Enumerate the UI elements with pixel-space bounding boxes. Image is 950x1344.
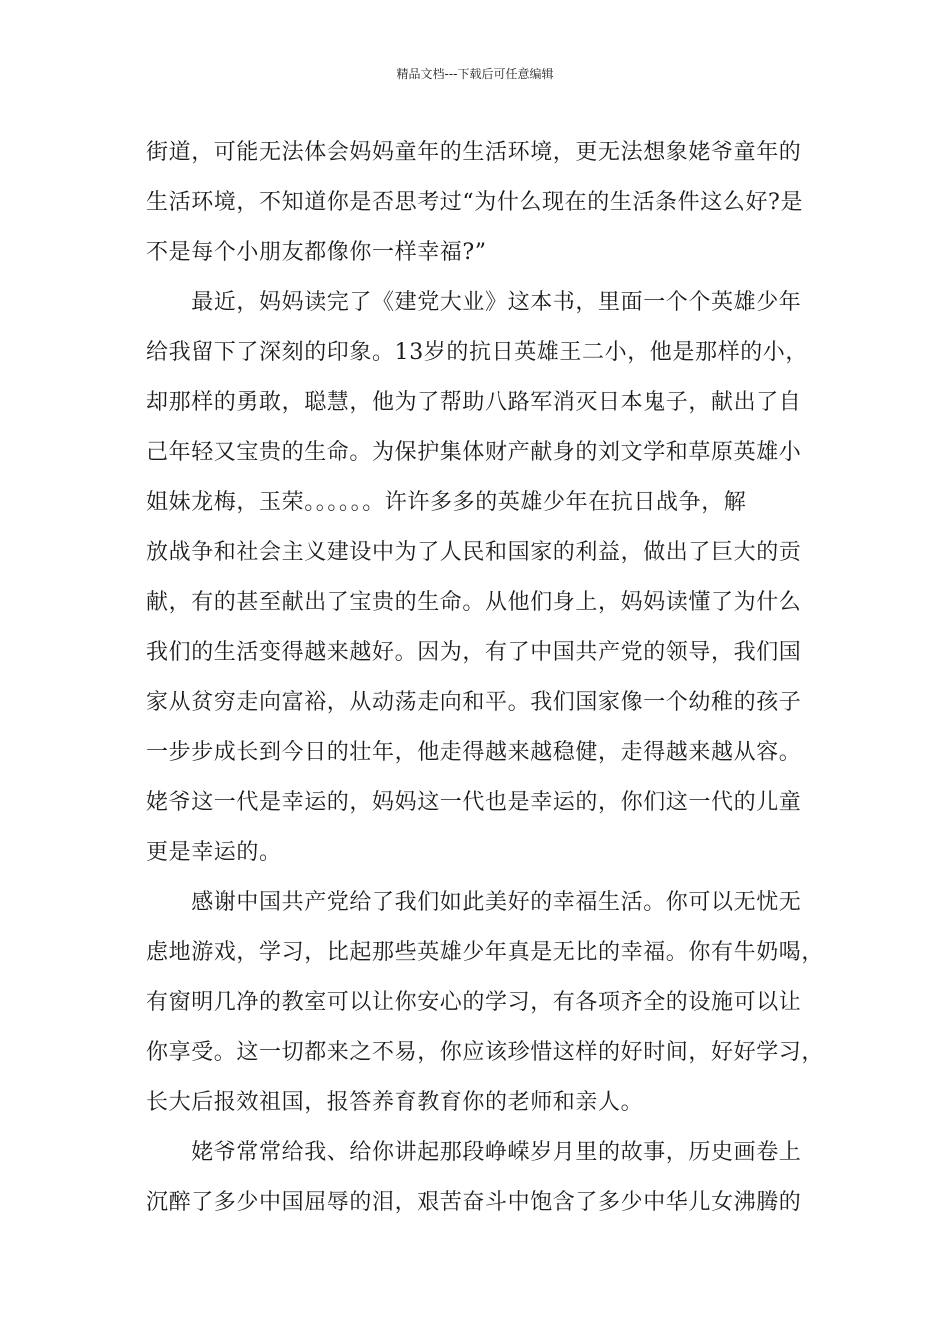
text-line: 长大后报效祖国，报答养育教育你的老师和亲人。 xyxy=(146,1090,644,1115)
text-line: 生活环境，不知道你是否思考过“为什么现在的生活条件这么好?是 xyxy=(146,190,804,215)
text-line: 虑地游戏，学习，比起那些英雄少年真是无比的幸福。你有牛奶喝， xyxy=(146,940,825,965)
text-line: 有窗明几净的教室可以让你安心的学习，有各项齐全的设施可以让 xyxy=(146,990,802,1015)
page-header: 精品文档---下载后可任意编辑 xyxy=(396,67,554,81)
text-line: 家从贫穷走向富裕，从动荡走向和平。我们国家像一个幼稚的孩子 xyxy=(146,690,802,715)
body-text xyxy=(146,128,825,1228)
text-line: 姥爷常常给我、给你讲起那段峥嵘岁月里的故事，历史画卷上 xyxy=(146,1140,802,1165)
text-line: 沉醉了多少中国屈辱的泪，艰苦奋斗中饱含了多少中华儿女沸腾的 xyxy=(146,1190,802,1215)
text-line: 街道，可能无法体会妈妈童年的生活环境，更无法想象姥爷童年的 xyxy=(146,140,802,165)
text-line: 最近，妈妈读完了《建党大业》这本书，里面一个个英雄少年 xyxy=(146,290,802,315)
text-line: 放战争和社会主义建设中为了人民和国家的利益，做出了巨大的贡 xyxy=(146,540,802,565)
text-line: 不是每个小朋友都像你一样幸福?” xyxy=(146,240,487,265)
text-line: 你享受。这一切都来之不易，你应该珍惜这样的好时间，好好学习， xyxy=(146,1040,825,1065)
text-line: 姥爷这一代是幸运的，妈妈这一代也是幸运的，你们这一代的儿童 xyxy=(146,790,802,815)
text-line: 一步步成长到今日的壮年，他走得越来越稳健，走得越来越从容。 xyxy=(146,740,802,765)
text-line: 己年轻又宝贵的生命。为保护集体财产献身的刘文学和草原英雄小 xyxy=(146,440,802,465)
text-line: 却那样的勇敢，聪慧，他为了帮助八路军消灭日本鬼子，献出了自 xyxy=(146,390,802,415)
text-line: 我们的生活变得越来越好。因为，有了中国共产党的领导，我们国 xyxy=(146,640,802,665)
text-line: 姐妹龙梅，玉荣。。。。。。许许多多的英雄少年在抗日战争，解 xyxy=(146,490,747,515)
text-line: 给我留下了深刻的印象。13岁的抗日英雄王二小，他是那样的小， xyxy=(146,340,808,365)
text-line: 献，有的甚至献出了宝贵的生命。从他们身上，妈妈读懂了为什么 xyxy=(146,590,802,615)
text-line: 感谢中国共产党给了我们如此美好的幸福生活。你可以无忧无 xyxy=(146,890,802,915)
text-line: 更是幸运的。 xyxy=(146,840,282,865)
